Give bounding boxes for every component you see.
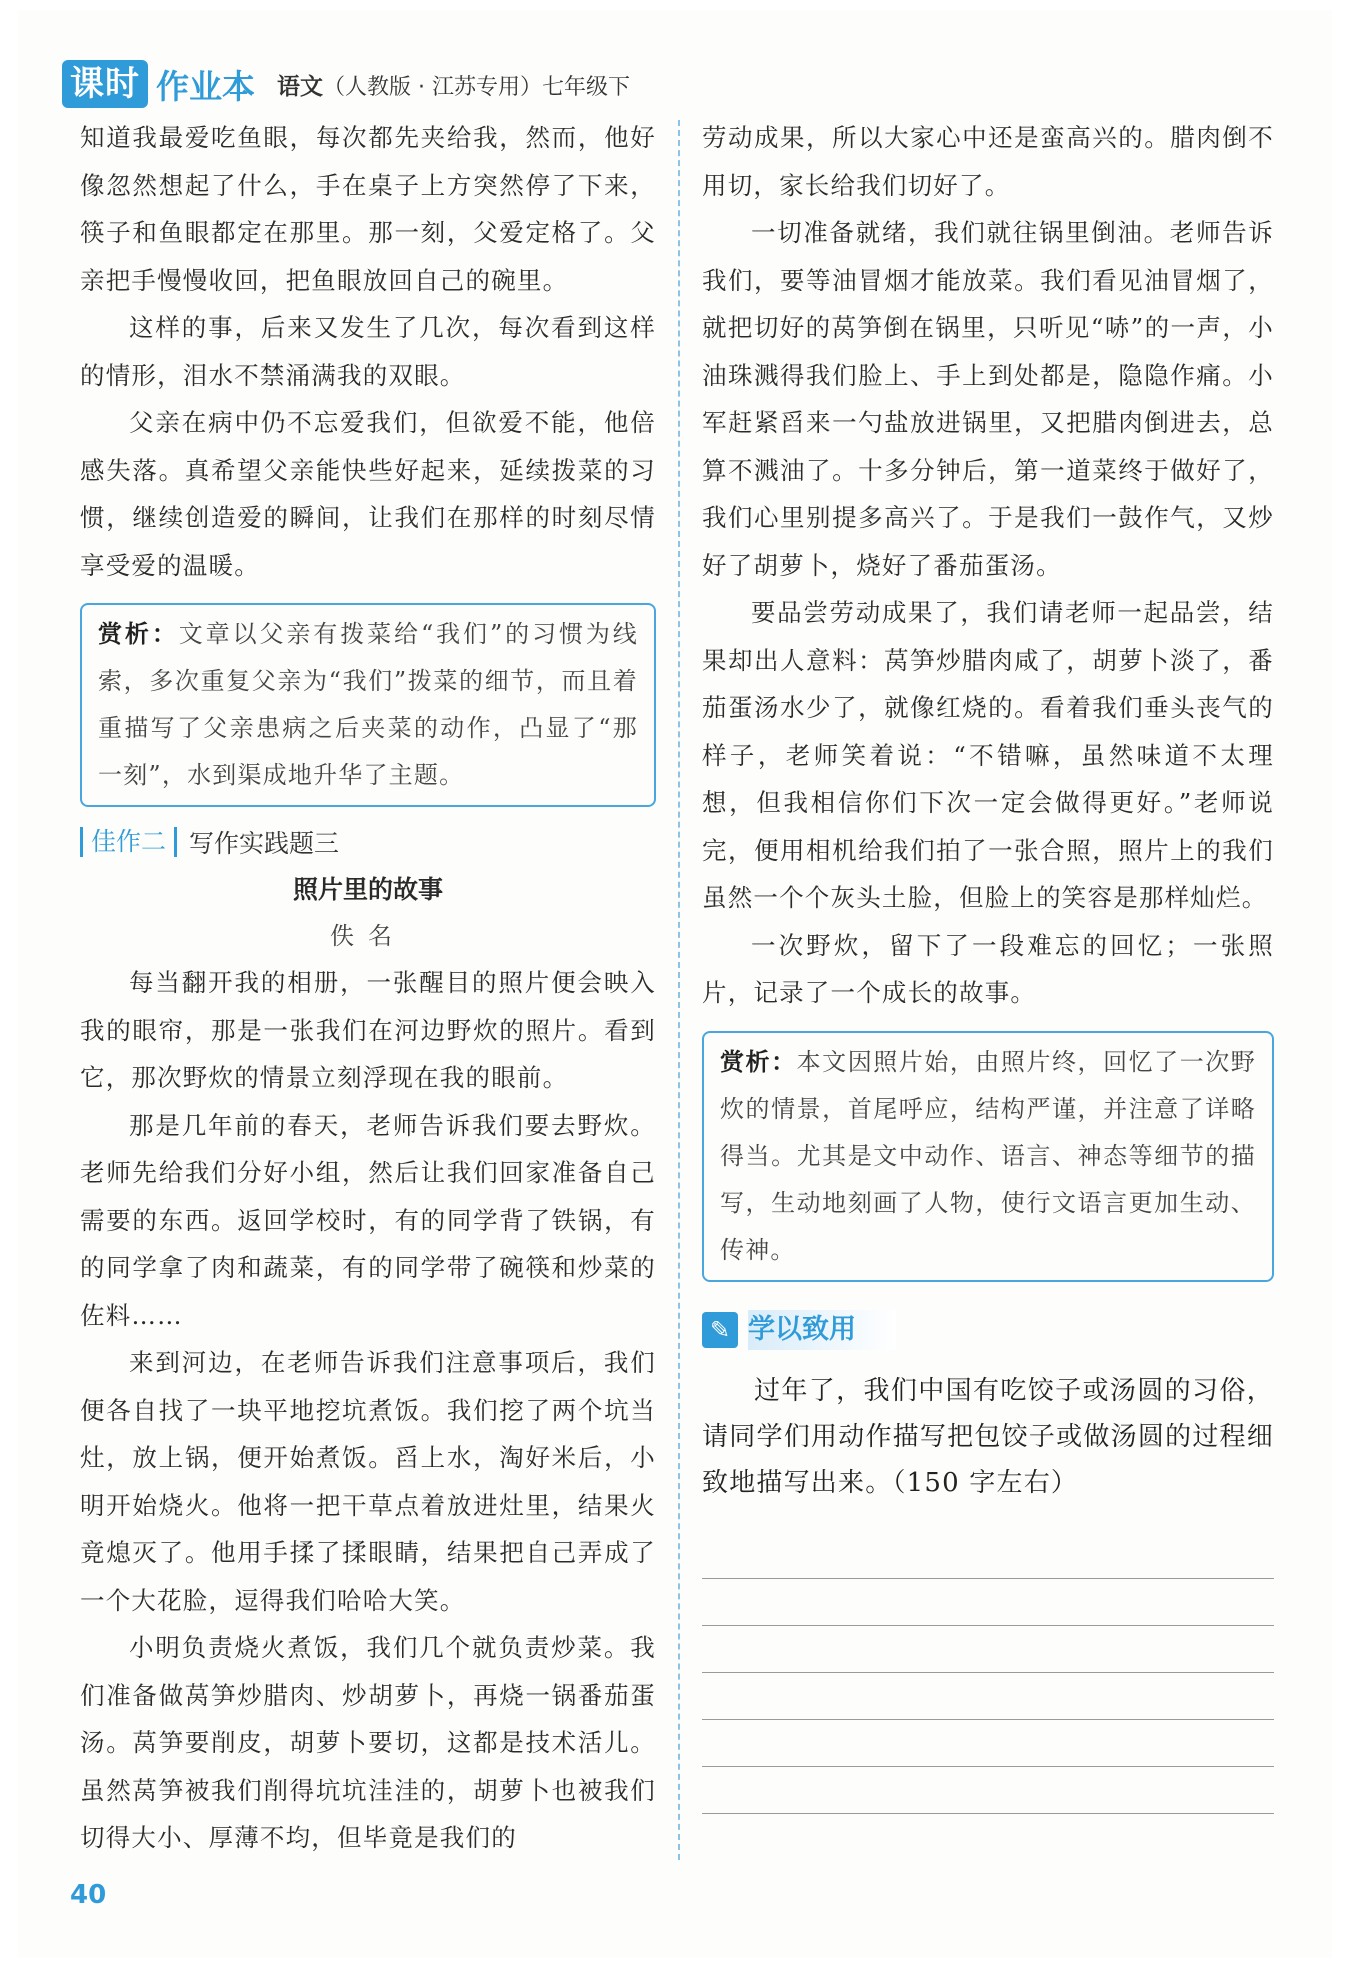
essay-author: 佚名: [330, 922, 406, 950]
analysis-text: 本文因照片始，由照片终，回忆了一次野炊的情景，首尾呼应，结构严谨，并注意了详略得当。尤其是文中动作、语言、神态等细节的描写，生动地刻画了人物，使行文语言更加生动、传神。: [720, 1047, 1256, 1264]
essay-paragraph: 来到河边，在老师告诉我们注意事项后，我们便各自找了一块平地挖坑煮饭。我们挖了两个坑当灶，放上锅，便开始煮饭。舀上水，淘好米后，小明开始烧火。他将一把干草点着放进灶里，结果火竟熄灭了。他用手揉了揉眼睛，结果把自己弄成了一个大花脸，逗得我们哈哈大笑。: [80, 1348, 656, 1615]
brand-logo: 课时: [62, 60, 148, 108]
right-column: [702, 114, 1274, 1814]
analysis-text: 文章以父亲有拨菜给“我们”的习惯为线索，多次重复父亲为“我们”拨菜的细节，而且着重描写了父亲患病之后夹菜的动作，凸显了“那一刻”，水到渠成地升华了主题。: [98, 620, 639, 789]
essay-title: 照片里的故事: [292, 875, 443, 904]
essay-paragraph: 劳动成果，所以大家心中还是蛮高兴的。腊肉倒不用切，家长给我们切好了。: [702, 123, 1274, 200]
edition-label: （人教版 · 江苏专用）七年级下: [323, 74, 630, 100]
left-column: [80, 114, 656, 1862]
answer-lines[interactable]: [702, 1532, 1274, 1814]
essay-subtitle: 写作实践题三: [189, 829, 340, 858]
practice-task: 过年了，我们中国有吃饺子或汤圆的习俗，请同学们用动作描写把包饺子或做汤圆的过程细致地描写出来。（150 字左右）: [702, 1375, 1274, 1498]
answer-line[interactable]: [702, 1720, 1274, 1767]
paragraph: 这样的事，后来又发生了几次，每次看到这样的情形，泪水不禁涌满我的双眼。: [80, 313, 656, 390]
column-divider: [678, 120, 680, 1860]
essay-tag: 佳作二: [80, 827, 177, 857]
answer-line[interactable]: [702, 1532, 1274, 1579]
paragraph: 知道我最爱吃鱼眼，每次都先夹给我，然而，他好像忽然想起了什么，手在桌子上方突然停了下来，筷子和鱼眼都定在那里。那一刻，父爱定格了。父亲把手慢慢收回，把鱼眼放回自己的碗里。: [80, 123, 656, 295]
pencil-icon: ✎: [702, 1312, 738, 1348]
page-header: [62, 54, 630, 114]
subject-label: 语文: [277, 73, 323, 100]
essay-paragraph: 一切准备就绪，我们就往锅里倒油。老师告诉我们，要等油冒烟才能放菜。我们看见油冒烟了，就把切好的莴笋倒在锅里，只听见“哧”的一声，小油珠溅得我们脸上、手上到处都是，隐隐作痛。小军赶紧舀来一勺盐放进锅里，又把腊肉倒进去，总算不溅油了。十多分钟后，第一道菜终于做好了，我们心里别提多高兴了。于是我们一鼓作气，又炒好了胡萝卜，烧好了番茄蛋汤。: [702, 218, 1274, 580]
paragraph: 父亲在病中仍不忘爱我们，但欲爱不能，他倍感失落。真希望父亲能快些好起来，延续拨菜的习惯，继续创造爱的瞬间，让我们在那样的时刻尽情享受爱的温暖。: [80, 408, 656, 580]
essay-paragraph: 小明负责烧火煮饭，我们几个就负责炒菜。我们准备做莴笋炒腊肉、炒胡萝卜，再烧一锅番茄蛋汤。莴笋要削皮，胡萝卜要切，这都是技术活儿。虽然莴笋被我们削得坑坑洼洼的，胡萝卜也被我们切得大小、厚薄不均，但毕竟是我们的: [80, 1633, 656, 1852]
essay-paragraph: 要品尝劳动成果了，我们请老师一起品尝，结果却出人意料：莴笋炒腊肉咸了，胡萝卜淡了，番茄蛋汤水少了，就像红烧的。看着我们垂头丧气的样子，老师笑着说：“不错嘛，虽然味道不太理想，但我相信你们下次一定会做得更好。”老师说完，便用相机给我们拍了一张合照，照片上的我们虽然一个个灰头土脸，但脸上的笑容是那样灿烂。: [702, 598, 1274, 912]
essay-paragraph: 每当翻开我的相册，一张醒目的照片便会映入我的眼帘，那是一张我们在河边野炊的照片。看到它，那次野炊的情景立刻浮现在我的眼前。: [80, 968, 656, 1092]
answer-line[interactable]: [702, 1579, 1274, 1626]
analysis-box: [702, 1031, 1274, 1282]
answer-line[interactable]: [702, 1767, 1274, 1814]
practice-section-header: [702, 1306, 1274, 1354]
analysis-box: [80, 603, 656, 807]
brand-name: 作业本: [156, 66, 255, 106]
essay-heading: [80, 819, 656, 865]
section-title: 学以致用: [748, 1310, 896, 1350]
essay-paragraph: 一次野炊，留下了一段难忘的回忆；一张照片，记录了一个成长的故事。: [702, 930, 1274, 1007]
analysis-label: 赏析：: [720, 1047, 797, 1076]
answer-line[interactable]: [702, 1673, 1274, 1720]
analysis-label: 赏析：: [98, 620, 179, 648]
book-info: [277, 68, 630, 101]
page-number: 40: [70, 1880, 107, 1910]
answer-line[interactable]: [702, 1626, 1274, 1673]
essay-paragraph: 那是几年前的春天，老师告诉我们要去野炊。老师先给我们分好小组，然后让我们回家准备自己需要的东西。返回学校时，有的同学背了铁锅，有的同学拿了肉和蔬菜，有的同学带了碗筷和炒菜的佐料……: [80, 1110, 656, 1330]
